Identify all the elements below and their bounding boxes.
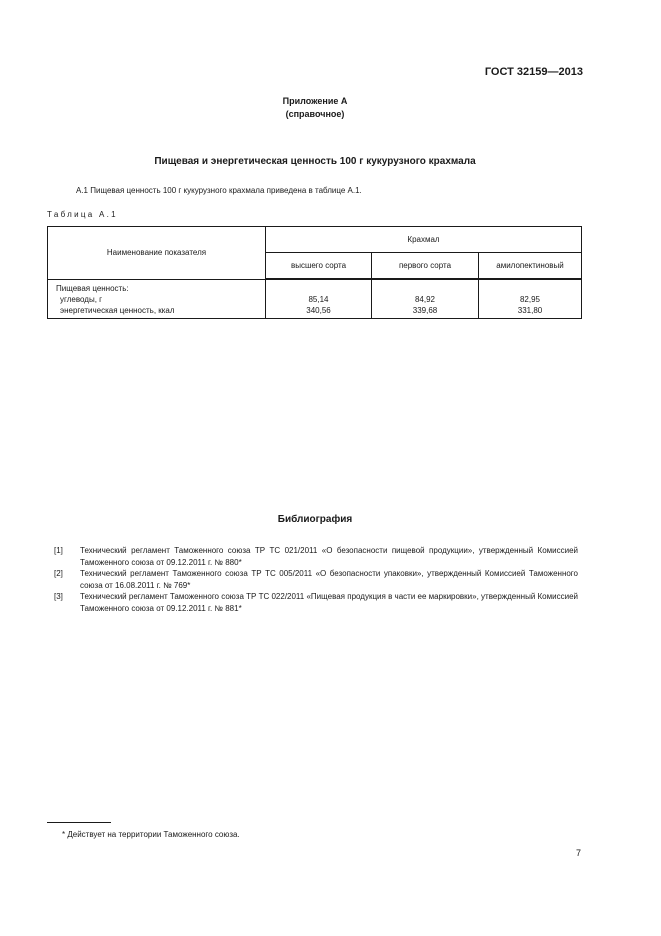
appendix-heading [0,95,630,121]
appendix-title: Приложение А [282,96,348,106]
header-starch: Крахмал [266,227,582,253]
cell-amylopectin [479,279,582,318]
row-label-group: Пищевая ценность: [56,283,129,293]
bib-text: Технический регламент Таможенного союза ТР ТС 022/2011 «Пищевая продукция в части ее маркировки», утвержденный Комиссией Таможенного союза от 09.12.2011 г. № 881* [80,592,578,613]
table-caption: Таблица А.1 [47,210,118,219]
list-item [54,568,578,591]
table-row [48,279,582,318]
appendix-note: (справочное) [285,109,345,119]
bibliography-list [54,545,578,614]
cell-value: 331,80 [517,306,543,315]
bib-number: [1] [54,546,63,555]
bibliography-title: Библиография [277,514,353,525]
bib-text: Технический регламент Таможенного союза ТР ТС 005/2011 «О безопасности упаковки», утвержденный Комиссией Таможенного союза от 16.08.2011 г. № 769* [80,569,578,590]
header-amylopectin: амилопектиновый [479,253,582,280]
cell-value: 85,14 [308,295,329,304]
list-item [54,591,578,614]
header-premium: высшего сорта [266,253,372,280]
page-number: 7 [575,848,581,858]
footnote: * Действует на территории Таможенного союза. [62,830,240,839]
row-labels [48,279,266,318]
section-title: Пищевая и энергетическая ценность 100 г кукурузного крахмала [154,156,476,167]
cell-first [372,279,479,318]
row-label-carbs: углеводы, г [60,294,103,304]
section-paragraph: А.1 Пищевая ценность 100 г кукурузного крахмала приведена в таблице А.1. [76,186,362,195]
header-name: Наименование показателя [48,227,266,280]
cell-value: 82,95 [519,295,541,304]
bib-number: [2] [54,569,63,578]
bib-text: Технический регламент Таможенного союза ТР ТС 021/2011 «О безопасности пищевой продукции», утвержденный Комиссией Таможенного союза от 09.12.2011 г. № 880* [80,546,578,567]
standard-number: ГОСТ 32159—2013 [484,66,583,78]
header-first: первого сорта [372,253,479,280]
starch-table [47,226,582,319]
row-label-energy: энергетическая ценность, ккал [60,305,175,315]
cell-value: 339,68 [412,306,438,315]
cell-value: 84,92 [414,295,436,304]
bib-number: [3] [54,592,63,601]
cell-value: 340,56 [306,306,331,315]
cell-premium [266,279,372,318]
list-item [54,545,578,568]
footnote-divider [47,822,111,823]
